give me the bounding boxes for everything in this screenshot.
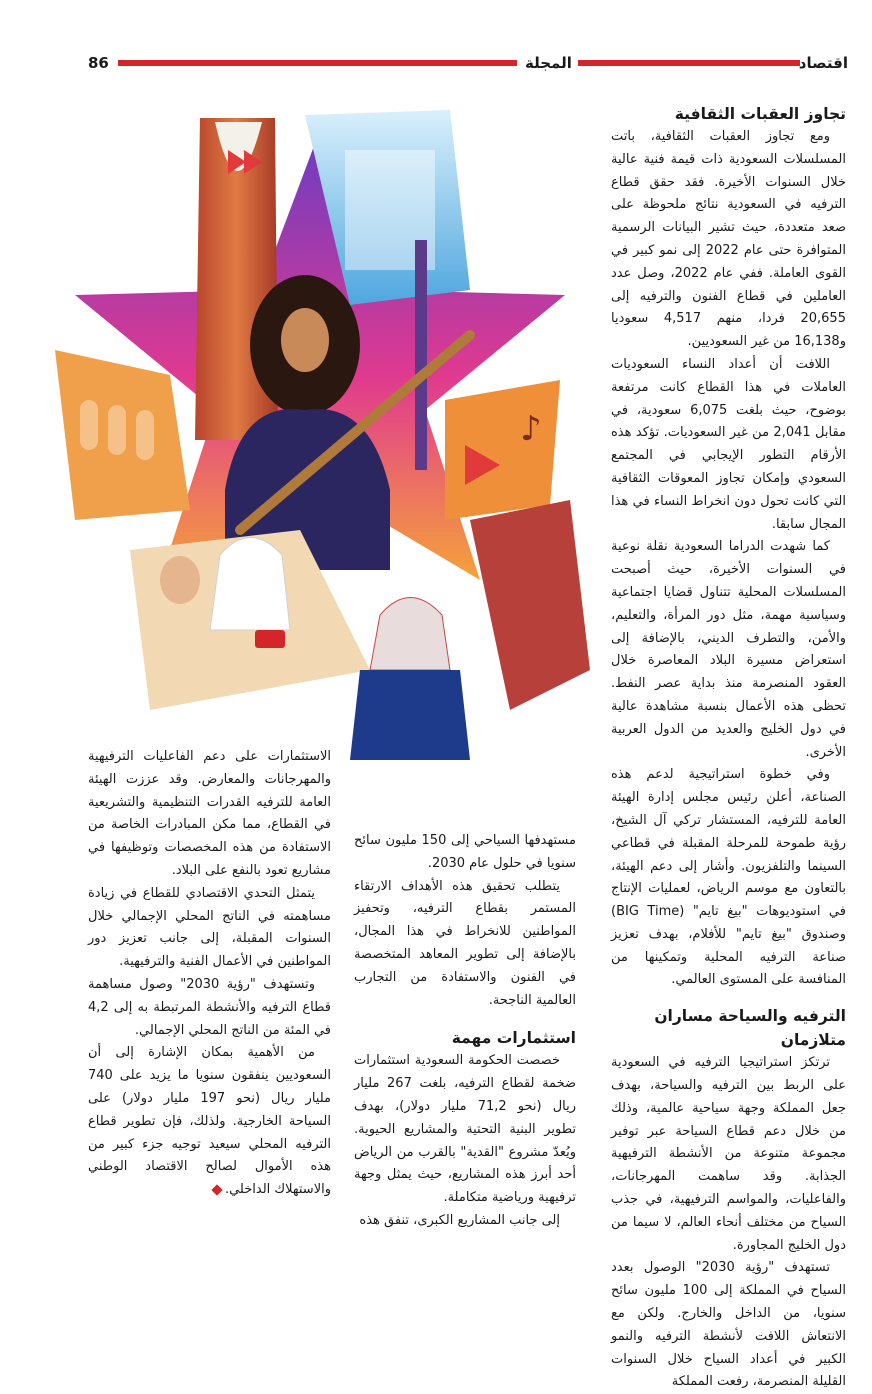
header-rule <box>118 60 517 66</box>
header-rule <box>578 60 800 66</box>
paragraph: يتطلب تحقيق هذه الأهداف الارتقاء المستمر بقطاع الترفيه، وتحفيز المواطنين للانخراط في هذا المجال، بالإضافة إلى تطوير المعاهد المتخصصة في الفنون والاستفادة من التجارب العالمية الناجحة. <box>354 878 576 1008</box>
tassels-panel <box>470 500 590 710</box>
paragraph: اللافت أن أعداد النساء السعوديات العاملات في هذا القطاع كانت مرتفعة بوضوح، حيث بلغت 6,075 سعودية، في مقابل 2,041 من غير السعوديات. تؤكد هذه الأرقام التطور الإيجابي في المجتمع السعودي وإمكان تجاوز المعوقات الثقافية التي كانت تحول دون انخراط النساء في هذا المجال سابقا. <box>611 356 846 532</box>
section-heading: الترفيه والسياحة مساران متلازمان <box>654 1007 846 1050</box>
paragraph: يتمثل التحدي الاقتصادي للقطاع في زيادة مساهمته في الناتج المحلي الإجمالي خلال السنوات المقبلة، إلى جانب تعزيز دور المواطنين في الأعمال الفنية والترفيهية. <box>88 885 331 970</box>
page-number: 86 <box>88 54 109 72</box>
paragraph: وفي خطوة استراتيجية لدعم هذه الصناعة، أعلن رئيس مجلس إدارة الهيئة العامة للترفيه، المستشار تركي آل الشيخ، رؤية طموحة للمرحلة المقبلة في قطاعي السينما والتلفزيون. وأشار إلى دعم الهيئة، بالتعاون مع موسم الرياض، لعمليات الإنتاج في استوديوهات "بيغ تايم" (BIG Time) وصندوق "بيغ تايم" للأفلام، بهدف تعزيز صناعة الترفيه المحلية وتمكينها من المنافسة على المستوى العالمي. <box>611 767 846 988</box>
girl-face <box>160 556 200 604</box>
page-header <box>88 54 848 76</box>
entertainment-collage-illustration <box>50 110 595 760</box>
paragraph: إلى جانب المشاريع الكبرى، تنفق هذه <box>359 1212 560 1228</box>
minaret <box>415 240 427 470</box>
musician-face <box>281 308 329 372</box>
section-name: اقتصاد <box>798 54 848 72</box>
smartphone <box>255 630 285 648</box>
performer-shemagh <box>370 598 450 671</box>
paragraph: مستهدفها السياحي إلى 150 مليون سائح سنويا في حلول عام 2030. <box>354 833 576 871</box>
music-note-icon: ♪ <box>520 409 542 449</box>
paragraph <box>88 1042 331 1202</box>
performer-vest <box>350 670 470 760</box>
magazine-name: المجلة <box>525 54 572 72</box>
article-column-right <box>611 102 847 1390</box>
article-column-middle <box>354 830 577 1228</box>
article-column-left <box>88 746 331 1198</box>
paragraph: وتستهدف "رؤية 2030" وصول مساهمة قطاع الترفيه والأنشطة المرتبطة به إلى 4,2 في المئة من الناتج المحلي الإجمالي. <box>88 976 331 1038</box>
paragraph: ومع تجاوز العقبات الثقافية، باتت المسلسلات السعودية ذات قيمة فنية عالية خلال السنوات الأخيرة. فقد حقق قطاع الترفيه في السعودية نتائج ملحوظة على صعد متعددة، حيث تشير البيانات الرسمية المتوافرة حتى عام 2022 إلى نمو كبير في القوى العاملة. ففي عام 2022، وصل عدد العاملين في قطاع الفنون والترفيه إلى 20,655 فردا، منهم 4,517 سعوديا و16,138 من غير السعوديين. <box>611 129 847 350</box>
paragraph: كما شهدت الدراما السعودية نقلة نوعية في السنوات الأخيرة، حيث أصبحت المسلسلات المحلية تتناول قضايا اجتماعية وسياسية مهمة، مثل دور المرأة، والتعليم، والأمن، والتطرف الديني، بالإضافة إلى استعراض مسيرة البلاد المعاصرة خلال العقود المنصرمة منذ بداية عصر النفط. تحظى هذه الأعمال بنسبة مشاهدة عالية في دول الخليج والعديد من الدول العربية الأخرى. <box>611 539 846 760</box>
paragraph: خصصت الحكومة السعودية استثمارات ضخمة لقطاع الترفيه، بلغت 267 مليار ريال (نحو 71,2 مليار دولار)، بهدف تطوير البنية التحتية والمشاريع الحيوية. ويُعدّ مشروع "القدية" بالقرب من الرياض أحد أبرز هذه المشاريع، حيث يمثل وجهة ترفيهية ورياضية متكاملة. <box>354 1053 577 1206</box>
music-panel <box>445 380 560 520</box>
section-heading: استثمارات مهمة <box>451 1029 576 1048</box>
paragraph-text: من الأهمية بمكان الإشارة إلى أن السعوديين ينفقون سنويا ما يزيد على 740 مليار ريال (نحو 197 مليار دولار) على السياحة الخارجية. ولذلك، فإن تطوير قطاع الترفيه المحلي سيعيد توجيه جزء كبير من هذه الأموال لصالح الاقتصاد الوطني والاستهلاك الداخلي. <box>88 1045 331 1198</box>
end-of-article-icon <box>211 1184 222 1195</box>
section-heading: تجاوز العقبات الثقافية <box>674 105 846 123</box>
paragraph: الاستثمارات على دعم الفاعليات الترفيهية والمهرجانات والمعارض. وقد عززت الهيئة العامة للترفيه القدرات التنظيمية والتشريعية في القطاع، مما مكن المبادرات الخاصة من الاستفادة من هذه المخصصات وتوظيفها في مشاريع تعود بالنفع على البلاد. <box>88 749 331 878</box>
paragraph: تستهدف "رؤية 2030" الوصول بعدد السياح في المملكة إلى 100 مليون سائح سنويا، من الداخل والخارج. ولكن مع الانتعاش اللافت لأنشطة الترفيه والنمو الكبير في أعداد السياح خلال السنوات القليلة المنصرمة، رفعت المملكة <box>611 1260 846 1390</box>
paragraph: ترتكز استراتيجيا الترفيه في السعودية على الربط بين الترفيه والسياحة، بهدف جعل المملكة وجهة سياحية عالمية، وذلك من خلال دعم قطاع السياحة عبر توفير مجموعة متنوعة من الأنشطة الترفيهية الجذابة. وقد ساهمت المهرجانات، والفاعليات، والمواسم الترفيهية، في جذب السياح من مختلف أنحاء العالم، لا سيما من دول الخليج المجاورة. <box>611 1055 846 1253</box>
